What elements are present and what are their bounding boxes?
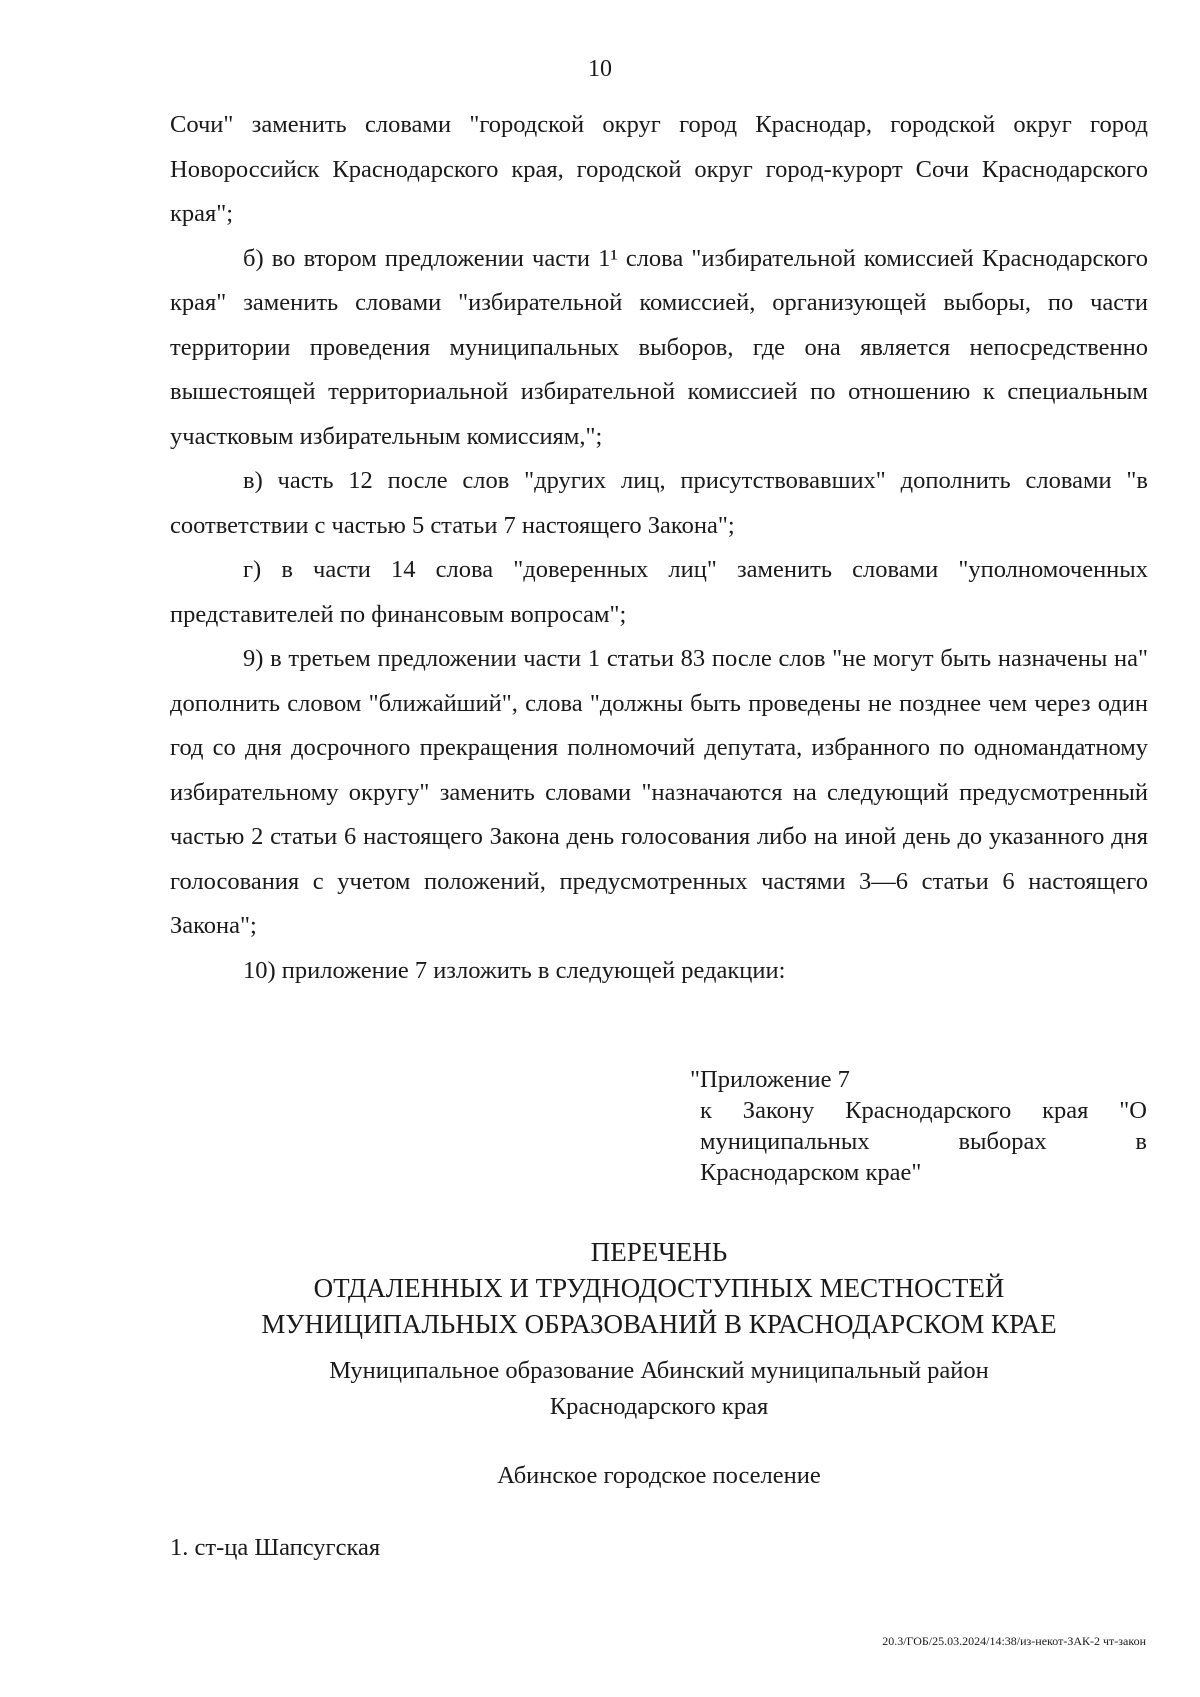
page-number: 10 <box>588 56 612 82</box>
paragraph: г) в части 14 слова "доверенных лиц" заменить словами "уполномоченных представителей по финансовым вопросам"; <box>170 556 1148 628</box>
appendix-reference <box>690 1064 1147 1188</box>
list-item: 1. ст-ца Шапсугская <box>170 1534 381 1561</box>
appendix-heading: "Приложение 7 <box>690 1066 850 1093</box>
paragraph: 10) приложение 7 изложить в следующей редакции: <box>243 956 786 984</box>
body-text <box>170 103 1148 993</box>
title-line: ОТДАЛЕННЫХ И ТРУДНОДОСТУПНЫХ МЕСТНОСТЕЙ <box>313 1273 1005 1303</box>
document-title <box>170 1234 1148 1342</box>
title-line: ПЕРЕЧЕНЬ <box>590 1237 728 1267</box>
paragraph: в) часть 12 после слов "других лиц, присутствовавших" дополнить словами "в соответствии с частью 5 статьи 7 настоящего Закона"; <box>170 467 1148 539</box>
footer-code: 20.3/ГОБ/25.03.2024/14:38/из-некот-ЗАК-2 чт-закон <box>882 1634 1146 1648</box>
appendix-body: к Закону Краснодарского края "О муниципальных выборах в Краснодарском крае" <box>700 1097 1147 1186</box>
paragraph: 9) в третьем предложении части 1 статьи 83 после слов "не могут быть назначены на" дополнить словом "ближайший", слова "должны быть проведены не позднее чем через один год со дня досрочного прекращения полномочий депутата, избранного по одномандатному избирательному округу" заменить словами "назначаются на следующий предусмотренный частью 2 статьи 6 настоящего Закона день голосования либо на иной день до указанного дня голосования с учетом положений, предусмотренных частями 3—6 статьи 6 настоящего Закона"; <box>170 645 1148 939</box>
paragraph: Сочи" заменить словами "городской округ город Краснодар, городской округ город Новороссийск Краснодарского края, городской округ город-курорт Сочи Краснодарского края"; <box>170 111 1148 227</box>
paragraph: б) во втором предложении части 1¹ слова "избирательной комиссией Краснодарского края" заменить словами "избирательной комиссией, организующей выборы, по части территории проведения муниципальных выборов, где она является непосредственно вышестоящей территориальной избирательной комиссией по отношению к специальным участковым избирательным комиссиям,"; <box>170 244 1148 450</box>
municipality-heading <box>170 1353 1148 1425</box>
settlement-heading: Абинское городское поселение <box>497 1462 821 1489</box>
title-line: МУНИЦИПАЛЬНЫХ ОБРАЗОВАНИЙ В КРАСНОДАРСКОМ КРАЕ <box>261 1309 1057 1339</box>
municipality-line: Краснодарского края <box>549 1393 769 1420</box>
municipality-line: Муниципальное образование Абинский муниципальный район <box>329 1357 989 1384</box>
